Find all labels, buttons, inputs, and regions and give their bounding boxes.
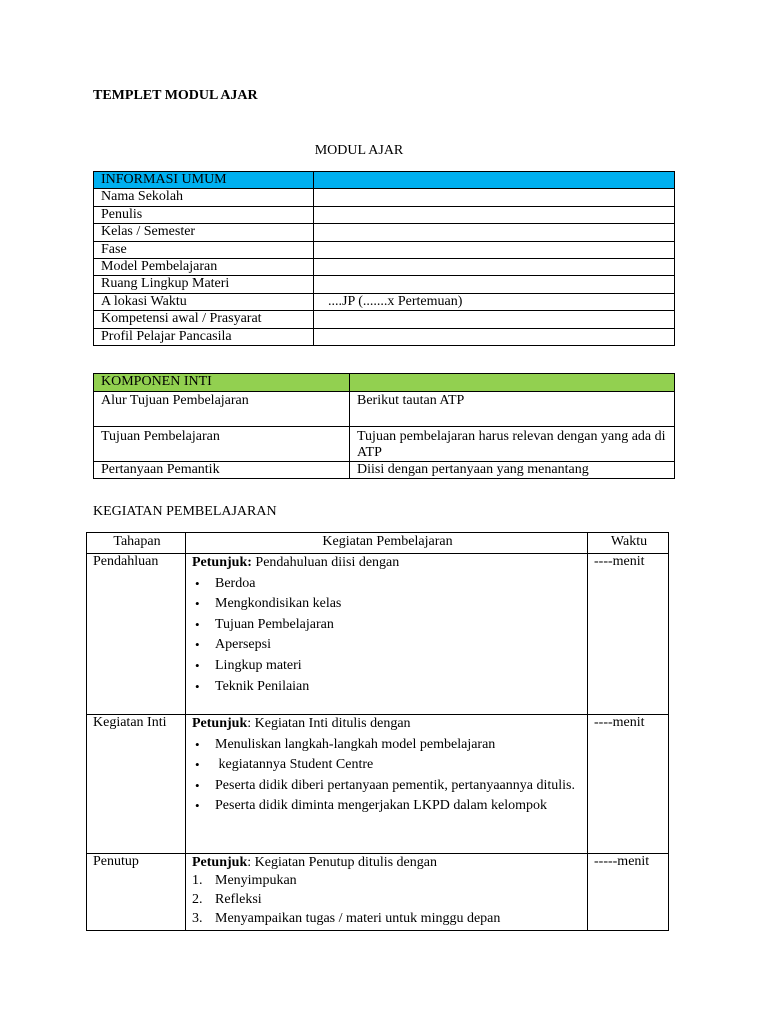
informasi-umum-header-empty [314, 172, 675, 189]
row-value [314, 276, 675, 293]
row-label: Penulis [94, 206, 314, 223]
petunjuk-text: Pendahuluan diisi dengan [251, 555, 400, 570]
list-number: 2. [192, 892, 203, 907]
list-item [192, 736, 583, 753]
table-row [87, 554, 669, 715]
row-label: Kompetensi awal / Prasyarat [94, 311, 314, 328]
row-label: Alur Tujuan Pembelajaran [94, 392, 350, 427]
tahapan-cell: Kegiatan Inti [87, 715, 186, 854]
petunjuk-text: : Kegiatan Inti ditulis dengan [247, 716, 411, 731]
row-label: Pertanyaan Pemantik [94, 462, 350, 479]
list-item-text: Mengkondisikan kelas [215, 596, 342, 612]
petunjuk-label: Petunjuk: [192, 555, 252, 570]
row-label: Ruang Lingkup Materi [94, 276, 314, 293]
informasi-umum-table [93, 171, 675, 346]
list-item [192, 909, 583, 928]
kegiatan-table [86, 532, 669, 931]
row-label: Tujuan Pembelajaran [94, 427, 350, 462]
petunjuk-label: Petunjuk [192, 855, 248, 870]
row-value: Berikut tautan ATP [350, 392, 675, 427]
list-item [192, 657, 583, 674]
row-value [314, 206, 675, 223]
column-header: Waktu [588, 533, 669, 554]
kegiatan-cell [186, 715, 588, 854]
petunjuk-text: : Kegiatan Penutup ditulis dengan [247, 855, 437, 870]
list-item-text: Apersepsi [215, 637, 271, 653]
table-row [94, 189, 675, 206]
column-header: Tahapan [87, 533, 186, 554]
table-row [94, 224, 675, 241]
table-row [94, 328, 675, 345]
row-value: ....JP (.......x Pertemuan) [314, 293, 675, 310]
bullet-icon: • [195, 678, 200, 694]
kegiatan-header-row [87, 533, 669, 554]
list-item [192, 797, 583, 814]
kegiatan-section-title: KEGIATAN PEMBELAJARAN [93, 504, 277, 519]
list-item-text: kegiatannya Student Centre [215, 757, 374, 773]
table-row [94, 311, 675, 328]
row-value [314, 241, 675, 258]
list-item [192, 777, 583, 794]
list-item [192, 890, 583, 909]
bullet-list [192, 575, 583, 695]
row-value: Diisi dengan pertanyaan yang menantang [350, 462, 675, 479]
table-row [94, 241, 675, 258]
kegiatan-cell [186, 854, 588, 931]
list-item-text: Berdoa [215, 575, 256, 591]
row-value: Tujuan pembelajaran harus relevan dengan yang ada di ATP [350, 427, 675, 462]
table-row [94, 258, 675, 275]
row-label: Kelas / Semester [94, 224, 314, 241]
petunjuk-label: Petunjuk [192, 716, 248, 731]
list-item-text: Peserta didik diberi pertanyaan pementik, pertanyaannya ditulis. [215, 777, 575, 793]
row-label: A lokasi Waktu [94, 293, 314, 310]
list-item-text: Tujuan Pembelajaran [215, 616, 334, 632]
list-item [192, 616, 583, 633]
bullet-list [192, 736, 583, 815]
row-value [314, 189, 675, 206]
row-value [314, 311, 675, 328]
petunjuk-line [192, 715, 583, 732]
table-row [94, 392, 675, 427]
row-label: Nama Sekolah [94, 189, 314, 206]
numbered-list [192, 871, 583, 928]
row-value [314, 328, 675, 345]
list-item [192, 595, 583, 612]
bullet-icon: • [195, 777, 200, 793]
table-row [94, 462, 675, 479]
bullet-icon: • [195, 616, 200, 632]
bullet-icon: • [195, 575, 200, 591]
table-row [87, 854, 669, 931]
list-number: 3. [192, 911, 203, 926]
row-label: Model Pembelajaran [94, 258, 314, 275]
list-item-text: Refleksi [215, 892, 262, 907]
document-title: TEMPLET MODUL AJAR [93, 88, 258, 103]
list-item-text: Menyimpukan [215, 873, 297, 888]
kegiatan-cell [186, 554, 588, 715]
row-value [314, 224, 675, 241]
komponen-inti-header-empty [350, 374, 675, 392]
bullet-icon: • [195, 736, 200, 752]
komponen-inti-header-row [94, 374, 675, 392]
list-item-text: Peserta didik diminta mengerjakan LKPD dalam kelompok [215, 798, 548, 814]
list-item [192, 575, 583, 592]
list-item [192, 756, 583, 773]
list-item-text: Teknik Penilaian [215, 678, 310, 694]
petunjuk-line [192, 554, 583, 571]
table-row [94, 293, 675, 310]
list-item-text: Lingkup materi [215, 657, 302, 673]
bullet-icon: • [195, 596, 200, 612]
komponen-inti-table [93, 373, 675, 479]
waktu-cell: -----menit [588, 854, 669, 931]
table-row [94, 276, 675, 293]
informasi-umum-header: INFORMASI UMUM [94, 172, 314, 189]
table-row [94, 206, 675, 223]
bullet-icon: • [195, 798, 200, 814]
bullet-icon: • [195, 637, 200, 653]
modul-title: MODUL AJAR [314, 143, 404, 158]
list-item-text: Menyampaikan tugas / materi untuk minggu depan [215, 911, 501, 926]
column-header: Kegiatan Pembelajaran [186, 533, 588, 554]
bullet-icon: • [195, 657, 200, 673]
row-label: Fase [94, 241, 314, 258]
table-row [94, 427, 675, 462]
informasi-umum-header-row [94, 172, 675, 189]
list-number: 1. [192, 873, 203, 888]
waktu-cell: ----menit [588, 715, 669, 854]
bullet-icon: • [195, 757, 200, 773]
list-item-text: Menuliskan langkah-langkah model pembelajaran [215, 736, 496, 752]
list-item [192, 678, 583, 695]
petunjuk-line [192, 854, 583, 871]
table-row [87, 715, 669, 854]
tahapan-cell: Penutup [87, 854, 186, 931]
row-label: Profil Pelajar Pancasila [94, 328, 314, 345]
komponen-inti-header: KOMPONEN INTI [94, 374, 350, 392]
row-value [314, 258, 675, 275]
tahapan-cell: Pendahluan [87, 554, 186, 715]
waktu-cell: ----menit [588, 554, 669, 715]
list-item [192, 871, 583, 890]
list-item [192, 636, 583, 653]
